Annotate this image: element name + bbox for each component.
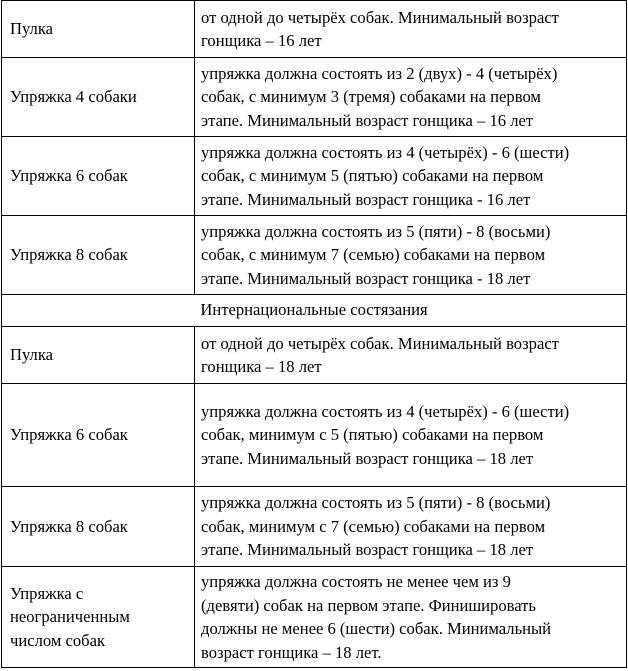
description-cell bbox=[195, 58, 627, 137]
description-cell bbox=[195, 137, 627, 216]
description-line: упряжка должна состоять из 5 (пяти) - 8 (восьми) bbox=[201, 493, 551, 513]
category-text: Пулка bbox=[10, 19, 54, 39]
table-row bbox=[2, 137, 627, 216]
table-row bbox=[2, 567, 627, 668]
description-line: этапе. Минимальный возраст гонщика – 18 лет bbox=[201, 448, 534, 468]
section-header-row bbox=[2, 295, 627, 327]
description-line: гонщика – 16 лет bbox=[201, 31, 322, 50]
section-header: Интернациональные состязания bbox=[2, 295, 627, 327]
category-text: Упряжка с bbox=[10, 583, 84, 603]
description-line: возраст гонщика – 18 лет. bbox=[201, 642, 382, 662]
category-text: неограниченным bbox=[10, 607, 130, 627]
category-cell bbox=[2, 327, 195, 384]
category-text: Упряжка 6 собак bbox=[10, 425, 128, 445]
description-cell bbox=[195, 216, 627, 295]
category-text: Упряжка 8 собак bbox=[10, 245, 128, 265]
description-line: собак, минимум с 7 (семью) собаками на первом bbox=[201, 516, 546, 536]
description-line: этапе. Минимальный возраст гонщика - 16 лет bbox=[201, 189, 531, 209]
description-cell bbox=[195, 567, 627, 668]
description-cell bbox=[195, 327, 627, 384]
description-cell bbox=[195, 384, 627, 487]
table-row bbox=[2, 1, 627, 58]
description-line: этапе. Минимальный возраст гонщика – 16 лет bbox=[201, 110, 534, 130]
description-line: этапе. Минимальный возраст гонщика - 18 лет bbox=[201, 268, 531, 288]
category-cell bbox=[2, 137, 195, 216]
category-cell bbox=[2, 1, 195, 58]
description-line: от одной до четырёх собак. Минимальный возраст bbox=[201, 7, 559, 27]
category-text: Упряжка 8 собак bbox=[10, 516, 128, 536]
description-line: собак, с минимум 7 (семью) собаками на первом bbox=[201, 245, 546, 265]
category-text: Упряжка 6 собак bbox=[10, 166, 128, 186]
description-line: собак, с минимум 5 (пятью) собаками на первом bbox=[201, 166, 544, 186]
description-line: упряжка должна состоять из 5 (пяти) - 8 (восьми) bbox=[201, 221, 551, 241]
category-cell bbox=[2, 58, 195, 137]
table-row bbox=[2, 216, 627, 295]
description-line: упряжка должна состоять из 2 (двух) - 4 (четырёх) bbox=[201, 63, 558, 83]
table-row bbox=[2, 487, 627, 567]
description-cell bbox=[195, 487, 627, 567]
category-cell bbox=[2, 487, 195, 567]
description-line: (девяти) собак на первом этапе. Финишировать bbox=[201, 595, 536, 615]
description-line: собак, минимум с 5 (пятью) собаками на первом bbox=[201, 425, 544, 445]
table-row bbox=[2, 327, 627, 384]
category-text: Упряжка 4 собаки bbox=[10, 87, 137, 107]
description-line: этапе. Минимальный возраст гонщика – 18 лет bbox=[201, 540, 534, 560]
category-cell bbox=[2, 216, 195, 295]
category-cell bbox=[2, 567, 195, 668]
table-row bbox=[2, 384, 627, 487]
category-cell bbox=[2, 384, 195, 487]
description-line: собак, с минимум 3 (тремя) собаками на первом bbox=[201, 87, 541, 107]
description-line: гонщика – 18 лет bbox=[201, 357, 322, 376]
description-cell bbox=[195, 1, 627, 58]
description-line: упряжка должна состоять из 4 (четырёх) - 6 (шести) bbox=[201, 401, 570, 421]
rules-table bbox=[1, 0, 627, 668]
description-line: должны не менее 6 (шести) собак. Минимальный bbox=[201, 619, 552, 638]
description-line: упряжка должна состоять не менее чем из 9 bbox=[201, 572, 511, 591]
category-text: числом собак bbox=[10, 630, 106, 650]
table-row bbox=[2, 58, 627, 137]
category-text: Пулка bbox=[10, 345, 54, 365]
description-line: упряжка должна состоять из 4 (четырёх) - 6 (шести) bbox=[201, 142, 570, 162]
description-line: от одной до четырёх собак. Минимальный возраст bbox=[201, 333, 559, 353]
